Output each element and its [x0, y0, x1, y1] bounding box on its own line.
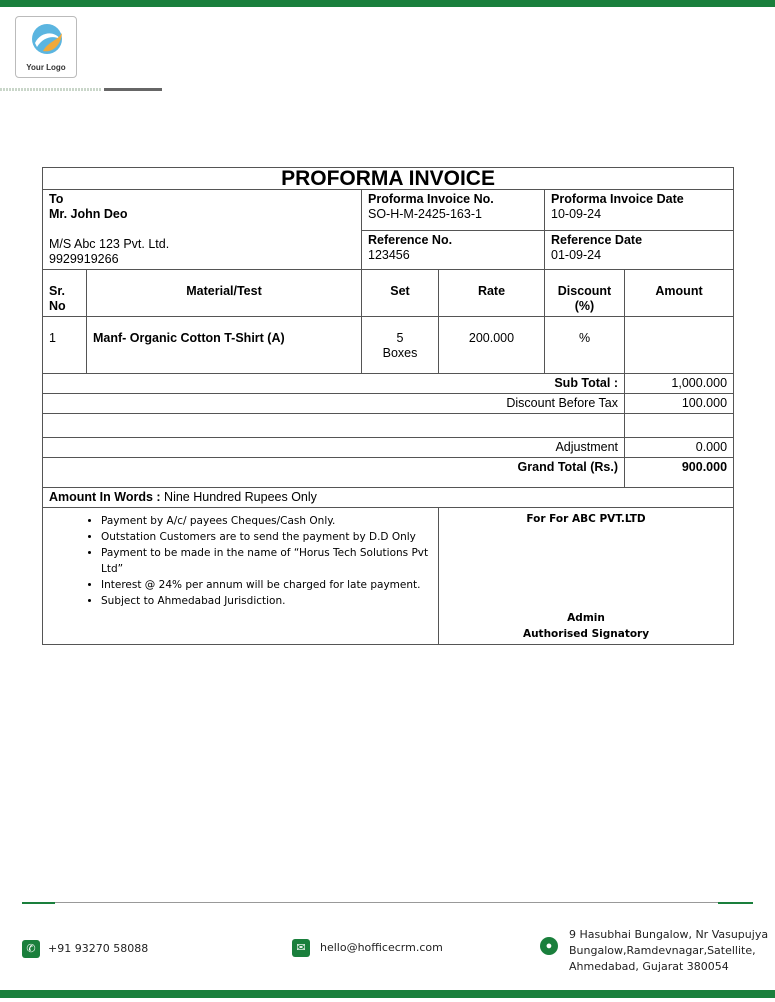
grand-total-value: 900.000 [625, 458, 734, 488]
reference-date-label: Reference Date [551, 233, 643, 247]
adjustment-label: Adjustment [43, 438, 625, 458]
header-sr [43, 270, 87, 317]
proforma-no-cell [362, 190, 545, 231]
footer-accent-right [718, 902, 753, 904]
invoice-table [42, 167, 734, 645]
amount-words-label: Amount In Words : [49, 490, 161, 504]
terms-list [49, 513, 432, 609]
reference-date-cell [545, 231, 734, 270]
footer-accent-left [22, 902, 55, 904]
logo-text: Your Logo [26, 63, 66, 72]
footer-email[interactable]: hello@hofficecrm.com [320, 941, 443, 954]
terms-signature-row [43, 508, 734, 645]
to-label: To [49, 192, 64, 206]
header-discount [545, 270, 625, 317]
terms-item: • Payment to be made in the name of “Horus Tech Solutions Pvt Ltd” [101, 545, 432, 577]
terms-block [43, 508, 439, 645]
grand-total-label: Grand Total (Rs.) [43, 458, 625, 488]
footer-address [569, 927, 768, 975]
proforma-no: SO-H-M-2425-163-1 [368, 207, 482, 221]
row-set-qty: 5 [396, 331, 404, 345]
bottom-accent-bar [0, 990, 775, 998]
amount-words-cell [43, 488, 734, 508]
proforma-date-cell [545, 190, 734, 231]
footer-phone[interactable]: +91 93270 58088 [48, 942, 149, 955]
discount-row [43, 394, 734, 414]
header-sr-line1: Sr. [49, 284, 65, 298]
location-pin-icon: ● [540, 937, 558, 955]
header-discount-line2: (%) [574, 299, 595, 313]
reference-no-label: Reference No. [368, 233, 453, 247]
row-sr: 1 [43, 317, 87, 374]
header-decor-line-dark [104, 88, 162, 91]
table-row [43, 317, 734, 374]
terms-item: • Interest @ 24% per annum will be charged for late payment. [101, 577, 432, 593]
footer-divider [55, 902, 718, 903]
row-material: Manf- Organic Cotton T-Shirt (A) [87, 317, 362, 374]
sub-total-row [43, 374, 734, 394]
row-discount: % [545, 317, 625, 374]
proforma-date-label: Proforma Invoice Date [551, 192, 684, 206]
customer-phone: 9929919266 [49, 252, 119, 266]
address-line1: 9 Hasubhai Bungalow, Nr Vasupujya [569, 928, 769, 941]
header-decor-line [0, 88, 102, 91]
header-amount: Amount [625, 270, 734, 317]
header-material: Material/Test [87, 270, 362, 317]
reference-date: 01-09-24 [551, 248, 602, 262]
header-set: Set [362, 270, 439, 317]
terms-item: • Subject to Ahmedabad Jurisdiction. [101, 593, 432, 609]
row-set-unit: Boxes [382, 346, 418, 360]
mail-icon: ✉ [292, 939, 310, 957]
company-logo [15, 16, 77, 78]
reference-no: 123456 [368, 248, 410, 262]
header-rate: Rate [439, 270, 545, 317]
address-line2: Bungalow,Ramdevnagar,Satellite, [569, 944, 756, 957]
header-sr-line2: No [49, 299, 66, 313]
address-line3: Ahmedabad, Gujarat 380054 [569, 960, 729, 973]
signature-name: Admin [567, 612, 605, 624]
proforma-date: 10-09-24 [551, 207, 602, 221]
signature-title: Authorised Signatory [522, 628, 650, 640]
header-discount-line1: Discount [557, 284, 612, 298]
signature-for: For For ABC PVT.LTD [526, 513, 646, 525]
terms-item: • Outstation Customers are to send the payment by D.D Only [101, 529, 432, 545]
discount-value: 100.000 [625, 394, 734, 414]
reference-no-cell [362, 231, 545, 270]
sub-total-label: Sub Total : [43, 374, 625, 394]
discount-label: Discount Before Tax [43, 394, 625, 414]
signature-block [439, 508, 734, 645]
terms-item: • Payment by A/c/ payees Cheques/Cash Only. [101, 513, 432, 529]
amount-words-value: Nine Hundred Rupees Only [164, 490, 317, 504]
customer-name: Mr. John Deo [49, 207, 128, 221]
amount-words-row [43, 488, 734, 508]
proforma-no-label: Proforma Invoice No. [368, 192, 494, 206]
row-set [362, 317, 439, 374]
customer-company: M/S Abc 123 Pvt. Ltd. [49, 237, 170, 251]
sub-total-value: 1,000.000 [625, 374, 734, 394]
adjustment-value: 0.000 [625, 438, 734, 458]
phone-icon: ✆ [22, 940, 40, 958]
adjustment-row [43, 438, 734, 458]
invoice-title: PROFORMA INVOICE [43, 168, 734, 190]
empty-row [43, 414, 734, 438]
bill-to-block [43, 190, 362, 270]
row-rate: 200.000 [439, 317, 545, 374]
row-amount [625, 317, 734, 374]
table-header-row [43, 270, 734, 317]
logo-mark-icon [29, 21, 65, 57]
grand-total-row [43, 458, 734, 488]
top-accent-bar [0, 0, 775, 7]
